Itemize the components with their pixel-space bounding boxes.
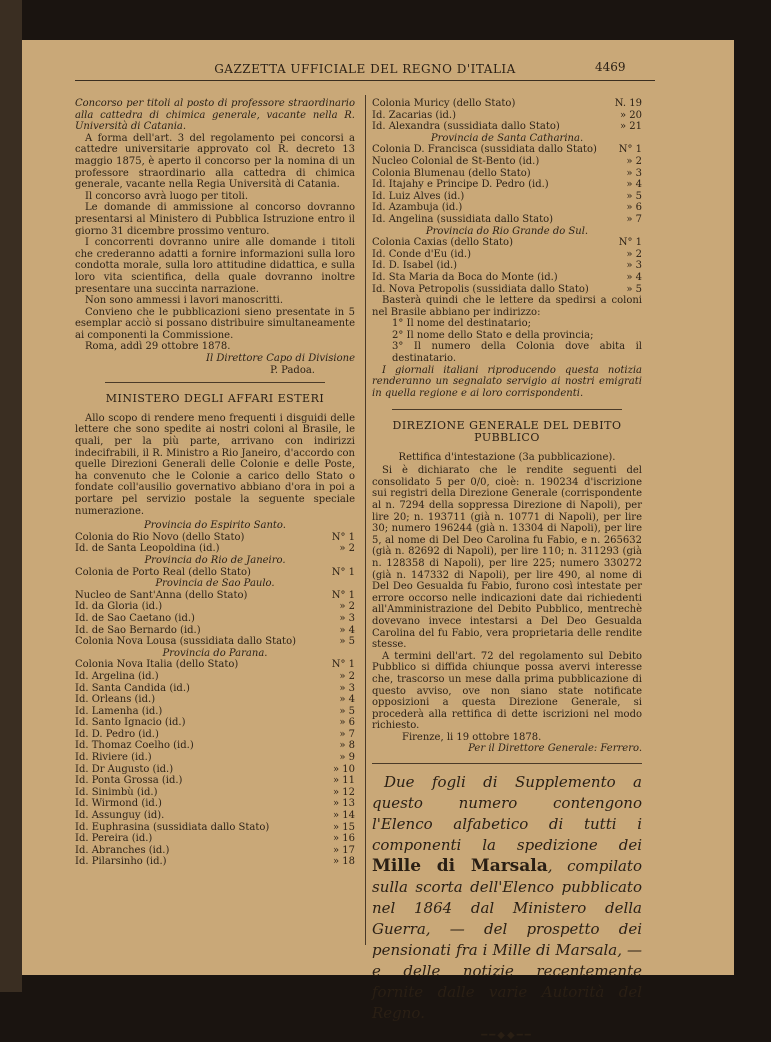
colony-row [372,179,642,191]
supplement-notice [372,772,642,1024]
colony-row [75,590,355,602]
colony-number: » 6 [626,202,642,214]
paragraph: Si è dichiarato che le rendite seguenti del consolidato 5 per 0/0, cioè: n. 190234 d'iscrizione sui registri della Direzione Generale (corrispondente al n. 7294 della soppressa Direzione di Napoli), per lire 20; n. 193711 (già n. 10771 di Napoli), per lire 30; numero 196244 (già n. 13304 di Napoli), per lire 5, al nome di Del Deo Carolina fu Fabio, e n. 265632 (già n. 82692 di Napoli), per lire 110; n. 311293 (già n. 128358 di Napoli), per lire 225; numero 330272 (già n. 147332 di Napoli), per lire 490, al nome di Del Deo Gesualda fu Fabio, furono così intestate per errore occorso nelle indicazioni date dai richiedenti all'Amministrazione del Debito Pubblico, mentrechè dovevano invece intestarsi a Del Deo Gesualda Carolina del fu Fabio, vera proprietaria delle rendite stesse. [372,465,642,651]
colony-number: » 3 [626,260,642,272]
colony-row [75,636,355,648]
colony-number: » 8 [339,740,355,752]
colony-row [75,729,355,741]
colony-row [372,98,642,110]
colony-row [75,683,355,695]
colony-row [75,601,355,613]
gazette-title: GAZZETTA UFFICIALE DEL REGNO D'ITALIA [214,62,516,76]
colony-row [372,202,642,214]
colony-name: Id. Dr Augusto (id.) [75,763,174,775]
colony-row [75,659,355,671]
colony-number: » 4 [339,694,355,706]
colony-list [75,590,355,648]
colony-number: » 14 [332,810,355,822]
colony-row [372,284,642,296]
colony-row [75,752,355,764]
colony-row [75,775,355,787]
colony-number: » 12 [332,786,355,798]
colony-list [372,144,642,225]
colony-number: » 5 [626,283,642,295]
colony-number: » 18 [332,856,355,868]
paragraph: A forma dell'art. 3 del regolamento pei concorsi a cattedre universitarie approvato col R. decreto 13 maggio 1875, è aperto il concorso per la nomina di un professore straordinario alla cattedra di chimica generale, vacante nella Regia Università di Catania. [75,132,355,191]
colony-row [75,822,355,834]
colony-row [75,613,355,625]
colony-number: » 4 [626,179,642,191]
colony-row [75,694,355,706]
colony-number: » 13 [332,798,355,810]
colony-number: » 21 [619,121,642,133]
colony-row [372,249,642,261]
colony-number: » 2 [626,248,642,260]
colony-row [75,717,355,729]
colony-name: Id. de Sao Bernardo (id.) [75,624,201,636]
concorso-heading: Concorso per titoli al posto di professore straordinario alla cattedra di chimica generale, vacante nella R. Università di Catania. [75,98,355,133]
paragraph: A termini dell'art. 72 del regolamento sul Debito Pubblico si diffida chiunque possa avervi interesse che, trascorso un mese dalla prima pubblicazione di questo avviso, ove non siano state notificate opposizioni a questa Direzione Generale, si procederà alla rettifica di dette iscrizioni nel modo richiesto. [372,650,642,732]
colony-name: Colonia Blumenau (dello Stato) [372,167,531,179]
colony-name: Id. Luiz Alves (id.) [372,190,465,202]
colony-list [372,98,642,133]
colony-number: » 11 [332,775,355,787]
colony-row [75,706,355,718]
colony-number: » 15 [332,821,355,833]
colony-number: » 7 [626,213,642,225]
colony-number: » 9 [339,752,355,764]
section-separator [392,409,622,410]
paragraph: Allo scopo di rendere meno frequenti i disguidi delle lettere che sono spedite ai nostri coloni al Brasile, le quali, per la più parte, arrivano con indirizzi indecifrabili, il R. Ministro a Rio Janeiro, d'accordo con quelle Direzioni Generali delle Colonie e delle Poste, ha convenuto che le Colonie a carico dello Stato o fondate coll'ausilio governativo abbiano d'ora in poi a portare pel servizio postale la seguente speciale numerazione. [75,412,355,517]
paragraph: Le domande di ammissione al concorso dovranno presentarsi al Ministero di Pubblica Istruzione entro il giorno 31 dicembre prossimo venturo. [75,202,355,237]
colony-row [372,156,642,168]
colony-row [372,191,642,203]
colony-name: Id. Angelina (sussidiata dallo Stato) [372,213,554,225]
colony-name: Colonia Muricy (dello Stato) [372,98,516,109]
colony-name: Id. Pereira (id.) [75,833,153,845]
colony-name: Nucleo Colonial de St-Bento (id.) [372,155,540,167]
page-number: 4469 [595,60,626,74]
colony-name: Colonia Nova Lousa (sussidiata dallo Stato) [75,636,296,648]
colony-number: » 3 [339,682,355,694]
colony-row [75,856,355,868]
colony-row [372,214,642,226]
colony-name: Id. Santa Candida (id.) [75,682,190,694]
paragraph: Convieno che le pubblicazioni sieno presentate in 5 esemplar acciò si possano distribuire simultaneamente ai componenti la Commissione. [75,306,355,341]
colony-name: Id. Nova Petropolis (sussidiata dallo Stato) [372,283,589,295]
paragraph: Basterà quindi che le lettere da spedirsi a coloni nel Brasile abbiano per indirizzo: [372,295,642,318]
notice-text-a: Due fogli di Supplemento a questo numero contengono l'Elenco alfabetico di tutti i componenti la spedizione dei [372,773,642,855]
colony-number: » 4 [339,624,355,636]
colony-name: Id. Thomaz Coelho (id.) [75,740,194,752]
notice-text-b: , compilato sulla scorta dell'Elenco pubblicato nel 1864 dal Ministero della Guerra, — del prospetto dei pensionati fra i Mille di Marsala, — e delle notizie recentemente fornite dalle varie Autorità del Regno. [372,857,642,1023]
header-rule [75,80,655,81]
colony-name: Id. de Santa Leopoldina (id.) [75,543,220,555]
colony-number: N° 1 [331,566,355,578]
colony-row [75,833,355,845]
colony-row [75,671,355,683]
colony-number: » 10 [332,763,355,775]
signature-title: Il Direttore Capo di Divisione [206,353,355,365]
colony-row [372,144,642,156]
province-heading: Provincia do Espirito Santo. [144,520,286,532]
colony-row [75,764,355,776]
colony-number: N° 1 [618,237,642,249]
province-heading: Provincia do Rio Grande do Sul. [425,225,589,237]
colony-number: » 17 [332,844,355,856]
colony-name: Id. Wirmond (id.) [75,798,162,810]
colony-number: » 4 [626,271,642,283]
notice-highlight: Mille di Marsala [372,856,548,877]
colony-name: Id. Alexandra (sussidiata dallo Stato) [372,121,560,133]
page-edge [734,40,771,975]
section-separator [105,382,325,383]
colony-number: » 20 [619,109,642,121]
signature-name: P. Padoa. [270,364,315,376]
colony-name: Id. da Gloria (id.) [75,601,163,613]
ministry-heading: MINISTERO DEGLI AFFARI ESTERI [105,392,325,406]
column-divider [365,95,366,945]
colony-number: » 5 [626,190,642,202]
colony-row [75,810,355,822]
address-item: 1° Il nome del destinatario; [392,318,532,330]
colony-number: » 5 [339,636,355,648]
colony-row [372,168,642,180]
colony-name: Id. Argelina (id.) [75,670,159,682]
colony-row [75,532,355,544]
colony-number: » 3 [339,612,355,624]
colony-number: » 2 [626,155,642,167]
paragraph: Il concorso avrà luogo per titoli. [85,190,249,202]
colony-number: » 7 [339,728,355,740]
date-line: Firenze, li 19 ottobre 1878. [402,731,542,743]
colony-row [75,543,355,555]
colony-name: Id. Riviere (id.) [75,752,152,764]
direzione-heading: DIREZIONE GENERALE DEL DEBITO PUBBLICO [392,419,622,445]
colony-row [75,798,355,810]
colony-name: Id. Lamenha (id.) [75,705,163,717]
colony-row [372,272,642,284]
colony-name: Colonia do Rio Novo (dello Stato) [75,531,245,543]
colony-name: Id. Pilarsinho (id.) [75,856,167,868]
colony-list [75,659,355,868]
colony-number: N° 1 [618,144,642,156]
colony-name: Id. de Sao Caetano (id.) [75,612,195,624]
colony-name: Id. Abranches (id.) [75,844,170,856]
colony-row [75,845,355,857]
colony-name: Id. Ponta Grossa (id.) [75,775,183,787]
address-item: 3° Il numero della Colonia dove abita il destinatario. [392,341,642,365]
giornali-note: I giornali italiani riproducendo questa notizia renderanno un segnalato servigio ai nostri emigrati in quella regione e ai loro corrispondenti. [372,364,642,399]
colony-row [372,121,642,133]
colony-name: Id. Assunguy (id). [75,810,165,822]
ornament: ━━◆◆━━ [481,1030,533,1042]
address-items [372,318,642,364]
colony-row [372,237,642,249]
paragraph: I concorrenti dovranno unire alle domande i titoli che crederanno adatti a fornire informazioni sulla loro condotta morale, sulla loro attitudine didattica, e sulla loro vita scientifica, della quale dovranno inoltre presentare una succinta narrazione. [75,237,355,295]
colony-number: » 16 [332,833,355,845]
colony-row [75,740,355,752]
colony-row [372,110,642,122]
province-heading: Provincia do Rio de Janeiro. [144,554,286,566]
colony-list [75,567,355,579]
colony-row [75,567,355,579]
left-column [75,98,355,868]
paragraph: Non sono ammessi i lavori manoscritti. [85,295,284,307]
colony-number: » 5 [339,705,355,717]
province-heading: Provincia de Santa Catharina. [430,132,584,144]
colony-name: Id. Itajahy e Principe D. Pedro (id.) [372,179,549,191]
colony-number: » 2 [339,601,355,613]
colony-number: N. 19 [614,98,642,109]
signature: Per il Direttore Generale: Ferrero. [468,743,642,755]
colony-row [75,787,355,799]
colony-number: N° 1 [331,659,355,671]
colony-number: N° 1 [331,589,355,601]
address-item: 2° Il nome dello Stato e della provincia; [392,329,594,341]
colony-name: Id. Euphrasina (sussidiata dallo Stato) [75,821,270,833]
rettifica-heading: Rettifica d'intestazione (3a pubblicazione). [398,451,616,463]
colony-name: Colonia de Porto Real (dello Stato) [75,566,251,578]
colony-name: Id. Santo Ignacio (id.) [75,717,186,729]
colony-number: » 6 [339,717,355,729]
province-heading: Provincia de Sao Paulo. [155,578,275,590]
colony-list [75,532,355,555]
colony-name: Id. Zacarias (id.) [372,109,457,121]
section-separator [372,763,642,764]
colony-name: Nucleo de Sant'Anna (dello Stato) [75,589,248,601]
colony-name: Id. Azambuja (id.) [372,202,463,214]
colony-number: N° 1 [331,531,355,543]
colony-name: Colonia Nova Italia (dello Stato) [75,659,239,671]
date-line: Roma, addì 29 ottobre 1878. [85,341,231,353]
colony-name: Colonia D. Francisca (sussidiata dallo Stato) [372,144,597,156]
colony-row [372,260,642,272]
colony-name: Id. Sinimbù (id.) [75,786,158,798]
colony-name: Id. D. Isabel (id.) [372,260,458,272]
colony-name: Colonia Caxias (dello Stato) [372,237,513,249]
right-column [372,98,642,1042]
colony-row [75,625,355,637]
colony-name: Id. Orleans (id.) [75,694,156,706]
colony-name: Id. Sta Maria da Boca do Monte (id.) [372,271,558,283]
colony-name: Id. D. Pedro (id.) [75,728,159,740]
colony-name: Id. Conde d'Eu (id.) [372,248,471,260]
colony-list [372,237,642,295]
province-heading: Provincia do Parana. [162,647,268,659]
colony-number: » 2 [339,543,355,555]
colony-number: » 2 [339,670,355,682]
colony-number: » 3 [626,167,642,179]
book-spine [0,0,22,992]
